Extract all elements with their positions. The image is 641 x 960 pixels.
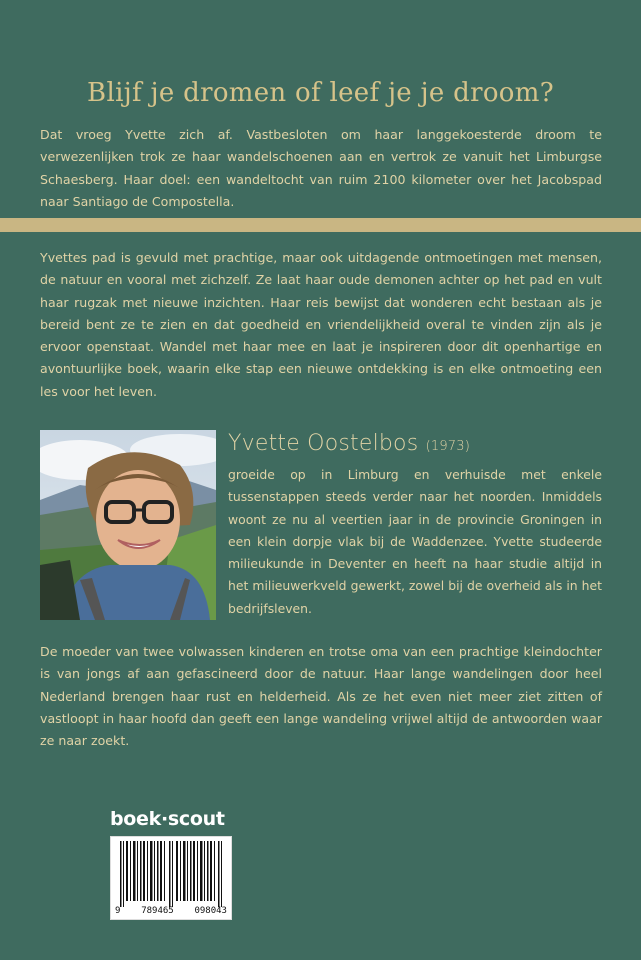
author-name: Yvette Oostelbos bbox=[228, 431, 419, 456]
publisher-logo bbox=[110, 808, 232, 836]
author-photo-image bbox=[40, 430, 216, 620]
publisher-logo-part2: scout bbox=[167, 808, 225, 830]
barcode-digit-group2: 098043 bbox=[194, 906, 227, 916]
divider-band bbox=[0, 218, 641, 232]
barcode-bars bbox=[112, 841, 232, 909]
barcode-digits bbox=[111, 906, 231, 916]
author-heading bbox=[228, 431, 470, 456]
author-bio-more: De moeder van twee volwassen kinderen en trotse oma van een prachtige kleindochter is van jongs af aan gefascineerd door de natuur. Haar lange wandelingen door heel Nederland brengen haar rust en helderheid. Als ze het even niet meer ziet zitten of vastloopt in haar hoofd dan geeft een lange wandeling vrijwel altijd de antwoorden waar ze naar zoekt. bbox=[40, 644, 602, 749]
barcode-digit-prefix: 9 bbox=[115, 906, 121, 916]
author-photo bbox=[40, 430, 216, 620]
intro-paragraph: Dat vroeg Yvette zich af. Vastbesloten om haar langgekoesterde droom te verwezenlijken trok ze haar wandelschoenen aan en vertrok ze vanuit het Limburgse Schaesberg. Haar doel: een wandeltocht van ruim 2100 kilometer over het Jacobspad naar Santiago de Compostella. bbox=[40, 127, 602, 209]
headline: Blijf je dromen of leef je je droom? bbox=[87, 78, 554, 108]
barcode-digit-group1: 789465 bbox=[141, 906, 174, 916]
author-years: (1973) bbox=[425, 439, 471, 454]
publisher-logo-part1: boek bbox=[110, 808, 161, 830]
author-bio: groeide op in Limburg en verhuisde met enkele tussenstappen steeds verder naar het noorden. Inmiddels woont ze nu al veertien jaar in de provincie Groningen in een klein dorpje vlak bij de Waddenzee. Yvette studeerde milieukunde in Deventer en heeft na haar studie altijd in het milieuwerkveld gewerkt, zowel bij de overheid als in het bedrijfsleven. bbox=[228, 467, 602, 616]
description-paragraph: Yvettes pad is gevuld met prachtige, maar ook uitdagende ontmoetingen met mensen, de natuur en vooral met zichzelf. Ze laat haar oude demonen achter op het pad en vult haar rugzak met nieuwe inzichten. Haar reis bewijst dat wonderen echt bestaan als je bereid bent ze te zien en dat goedheid en vriendelijkheid overal te vinden zijn als je ervoor openstaat. Wandel met haar mee en laat je inspireren door dit openhartige en avontuurlijke boek, waarin elke stap een nieuwe ontdekking is en elke ontmoeting een les voor het leven. bbox=[40, 250, 602, 399]
isbn-barcode bbox=[110, 836, 232, 920]
publisher-logo-dot: · bbox=[160, 808, 168, 830]
